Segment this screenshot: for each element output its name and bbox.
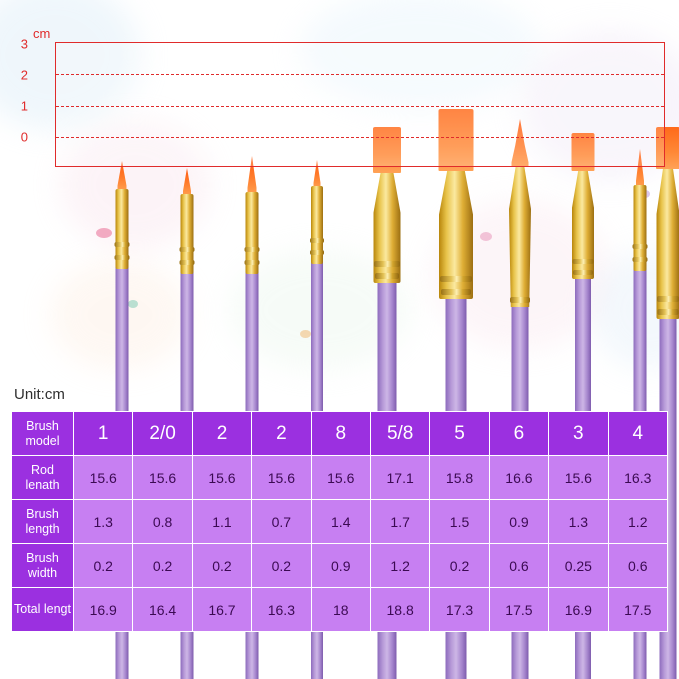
cell-model-10: 4 <box>608 412 667 456</box>
ruler-unit-label: cm <box>33 26 51 41</box>
row-header-brush-width: Brush width <box>12 544 74 588</box>
cell-rod-7: 15.8 <box>430 456 489 500</box>
cell-blen-7: 1.5 <box>430 500 489 544</box>
cell-rod-4: 15.6 <box>252 456 311 500</box>
cell-model-7: 5 <box>430 412 489 456</box>
cell-bw-1: 0.2 <box>74 544 133 588</box>
table-row <box>12 456 668 500</box>
cell-model-9: 3 <box>549 412 608 456</box>
cell-bw-4: 0.2 <box>252 544 311 588</box>
cell-bw-5: 0.9 <box>311 544 370 588</box>
ruler-overlay <box>55 42 665 167</box>
cell-blen-6: 1.7 <box>370 500 429 544</box>
cell-total-7: 17.3 <box>430 588 489 632</box>
cell-total-9: 16.9 <box>549 588 608 632</box>
cell-blen-3: 1.1 <box>192 500 251 544</box>
cell-bw-10: 0.6 <box>608 544 667 588</box>
cell-rod-2: 15.6 <box>133 456 192 500</box>
cell-model-6: 5/8 <box>370 412 429 456</box>
cell-bw-8: 0.6 <box>489 544 548 588</box>
unit-note: Unit:cm <box>14 386 65 403</box>
cell-bw-9: 0.25 <box>549 544 608 588</box>
cell-rod-3: 15.6 <box>192 456 251 500</box>
cell-model-5: 8 <box>311 412 370 456</box>
cell-total-5: 18 <box>311 588 370 632</box>
cell-model-2: 2/0 <box>133 412 192 456</box>
table-row <box>12 500 668 544</box>
cell-blen-9: 1.3 <box>549 500 608 544</box>
cell-total-2: 16.4 <box>133 588 192 632</box>
cell-rod-6: 17.1 <box>370 456 429 500</box>
cell-total-8: 17.5 <box>489 588 548 632</box>
ruler-tick-2: 2 <box>20 67 28 83</box>
table-row <box>12 588 668 632</box>
row-header-brush-length: Brush length <box>12 500 74 544</box>
cell-model-8: 6 <box>489 412 548 456</box>
cell-total-3: 16.7 <box>192 588 251 632</box>
row-header-rod-length: Rod lenath <box>12 456 74 500</box>
table-row <box>12 412 668 456</box>
cell-blen-4: 0.7 <box>252 500 311 544</box>
cell-rod-1: 15.6 <box>74 456 133 500</box>
row-header-total-length: Total lengt <box>12 588 74 632</box>
cell-blen-8: 0.9 <box>489 500 548 544</box>
row-header-brush-model: Brush model <box>12 412 74 456</box>
cell-total-4: 16.3 <box>252 588 311 632</box>
cell-rod-5: 15.6 <box>311 456 370 500</box>
cell-blen-2: 0.8 <box>133 500 192 544</box>
cell-blen-5: 1.4 <box>311 500 370 544</box>
cell-blen-10: 1.2 <box>608 500 667 544</box>
cell-bw-3: 0.2 <box>192 544 251 588</box>
cell-rod-10: 16.3 <box>608 456 667 500</box>
cell-model-1: 1 <box>74 412 133 456</box>
cell-model-4: 2 <box>252 412 311 456</box>
ruler-tick-0: 0 <box>20 129 28 145</box>
cell-bw-6: 1.2 <box>370 544 429 588</box>
cell-total-1: 16.9 <box>74 588 133 632</box>
cell-bw-2: 0.2 <box>133 544 192 588</box>
cell-blen-1: 1.3 <box>74 500 133 544</box>
ruler-tick-1: 1 <box>20 98 28 114</box>
cell-rod-8: 16.6 <box>489 456 548 500</box>
spec-table <box>11 411 668 632</box>
cell-bw-7: 0.2 <box>430 544 489 588</box>
cell-total-6: 18.8 <box>370 588 429 632</box>
cell-model-3: 2 <box>192 412 251 456</box>
ruler-tick-3: 3 <box>20 36 28 52</box>
cell-rod-9: 15.6 <box>549 456 608 500</box>
table-row <box>12 544 668 588</box>
cell-total-10: 17.5 <box>608 588 667 632</box>
